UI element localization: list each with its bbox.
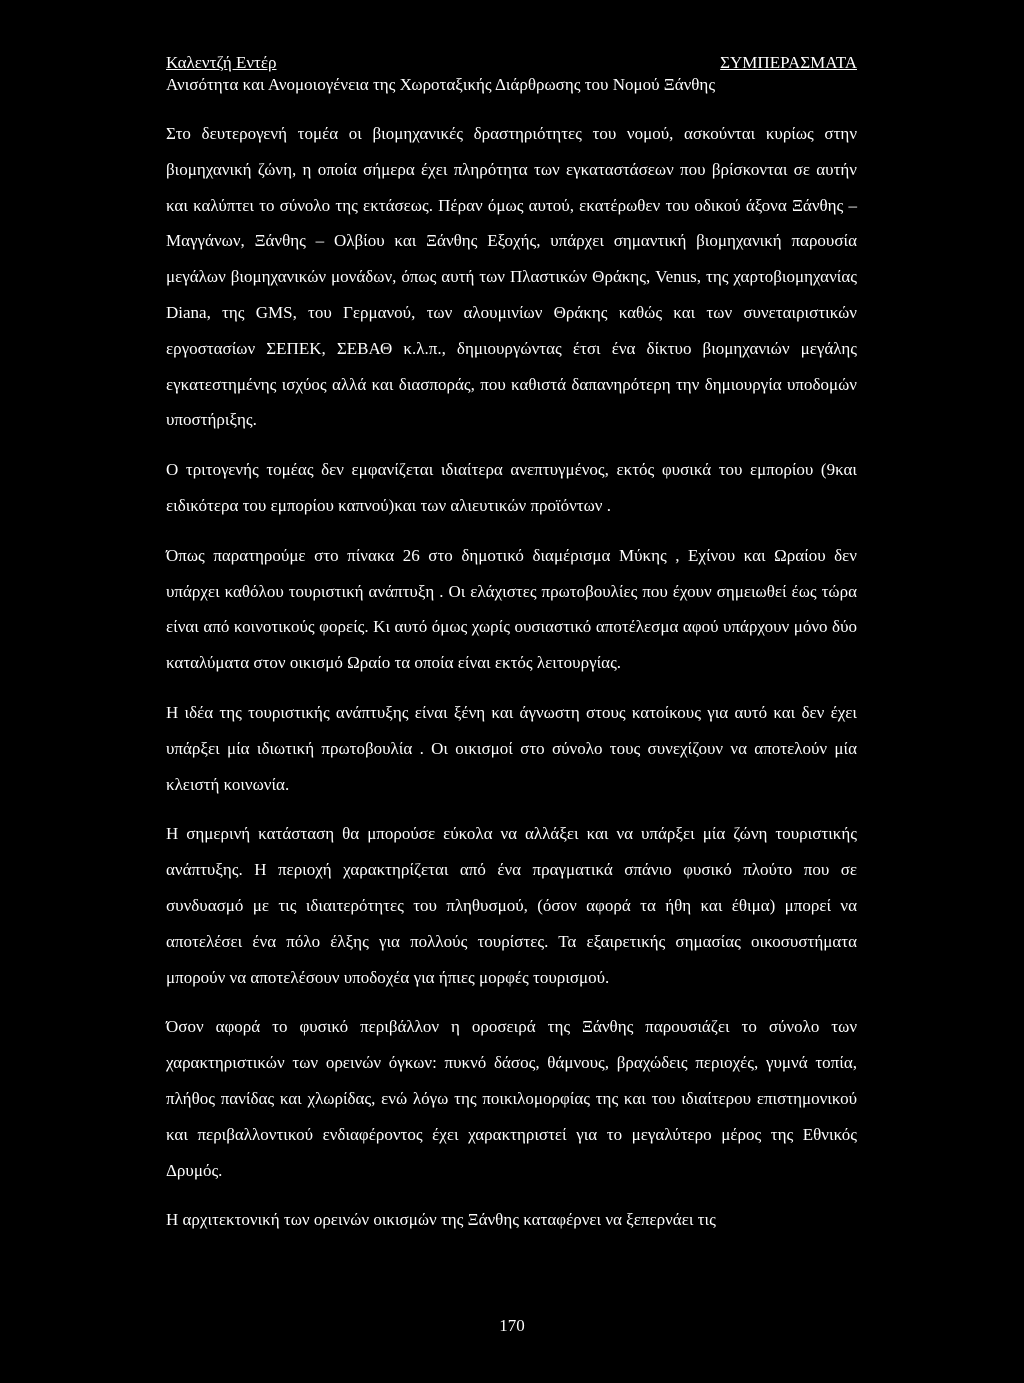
paragraph-architecture: Η αρχιτεκτονική των ορεινών οικισμών της Ξάνθης καταφέρνει να ξεπερνάει τις [166,1210,716,1230]
paragraph-tertiary-sector: Ο τριτογενής τομέας δεν εμφανίζεται ιδιαίτερα ανεπτυγμένος, εκτός φυσικά του εμπορίου (9και ειδικότερα του εμπορίου καπνού)και των αλιευτικών προϊόντων . [166,460,857,515]
page-number: 170 [499,1316,525,1335]
document-page [166,52,857,1252]
header-author: Καλεντζή Εντέρ [166,53,277,72]
paragraph-natural-environment: Όσον αφορά το φυσικό περιβάλλον η οροσειρά της Ξάνθης παρουσιάζει το σύνολο των χαρακτηριστικών των ορεινών όγκων: πυκνό δάσος, θάμνους, βραχώδεις περιοχές, γυμνά τοπία, πλήθος πανίδας και χλωρίδας, ενώ λόγω της ποικιλομορφίας της και του ιδιαίτερου επιστημονικού και περιβαλλοντικού ενδιαφέροντος έχει χαρακτηριστεί για το μεγαλύτερο μέρος της Εθνικός Δρυμός. [166,1017,857,1180]
running-header [166,52,857,74]
header-thesis-title: Ανισότητα και Ανομοιογένεια της Χωροταξικής Διάρθρωσης του Νομού Ξάνθης [166,75,716,94]
header-section: ΣΥΜΠΕΡΑΣΜΑΤΑ [720,53,857,72]
paragraph-current-situation: Η σημερινή κατάσταση θα μπορούσε εύκολα να αλλάξει και να υπάρξει μία ζώνη τουριστικής ανάπτυξης. Η περιοχή χαρακτηρίζεται από ένα πραγματικά σπάνιο φυσικό πλούτο που σε συνδυασμό με τις ιδιαιτερότητες του πληθυσμού, (όσον αφορά τα ήθη και έθιμα) μπορεί να αποτελέσει ένα πόλο έλξης για πολλούς τουρίστες. Τα εξαιρετικής σημασίας οικοσυστήματα μπορούν να αποτελέσουν υποδοχέα για ήπιες μορφές τουρισμού. [166,824,857,987]
paragraph-tourism-table: Όπως παρατηρούμε στο πίνακα 26 στο δημοτικό διαμέρισμα Μύκης , Εχίνου και Ωραίου δεν υπάρχει καθόλου τουριστική ανάπτυξη . Οι ελάχιστες πρωτοβουλίες που έχουν σημειωθεί έως τώρα είναι από κοινοτικούς φορείς. Κι αυτό όμως χωρίς ουσιαστικό αποτέλεσμα αφού υπάρχουν μόνο δύο καταλύματα στον οικισμό Ωραίο τα οποία είναι εκτός λειτουργίας. [166,545,857,673]
paragraph-tourism-idea: Η ιδέα της τουριστικής ανάπτυξης είναι ξένη και άγνωστη στους κατοίκους για αυτό και δεν έχει υπάρξει μία ιδιωτική πρωτοβουλία . Οι οικισμοί στο σύνολο τους συνεχίζουν να αποτελούν μία κλειστή κοινωνία. [166,702,857,794]
paragraph-industry: Στο δευτερογενή τομέα οι βιομηχανικές δραστηριότητες του νομού, ασκούνται κυρίως στην βιομηχανική ζώνη, η οποία σήμερα έχει πληρότητα των εγκαταστάσεων που βρίσκονται σε αυτήν και καλύπτει το σύνολο της εκτάσεως. Πέραν όμως αυτού, εκατέρωθεν του οδικού άξονα Ξάνθης – Μαγγάνων, Ξάνθης – Ολβίου και Ξάνθης Εξοχής, υπάρχει σημαντική βιομηχανική παρουσία μεγάλων βιομηχανικών μονάδων, όπως αυτή των Πλαστικών Θράκης, Venus, της χαρτοβιομηχανίας Diana, της GMS, του Γερμανού, των αλουμινίων Θράκης καθώς και των συνεταιριστικών εργοστασίων ΣΕΠΕΚ, ΣΕΒΑΘ κ.λ.π., δημιουργώντας έτσι ένα δίκτυο βιομηχανιών μεγάλης εγκατεστημένης ισχύος αλλά και διασποράς, που καθιστά δαπανηρότερη την δημιουργία υποδομών υποστήριξης. [166,124,857,430]
